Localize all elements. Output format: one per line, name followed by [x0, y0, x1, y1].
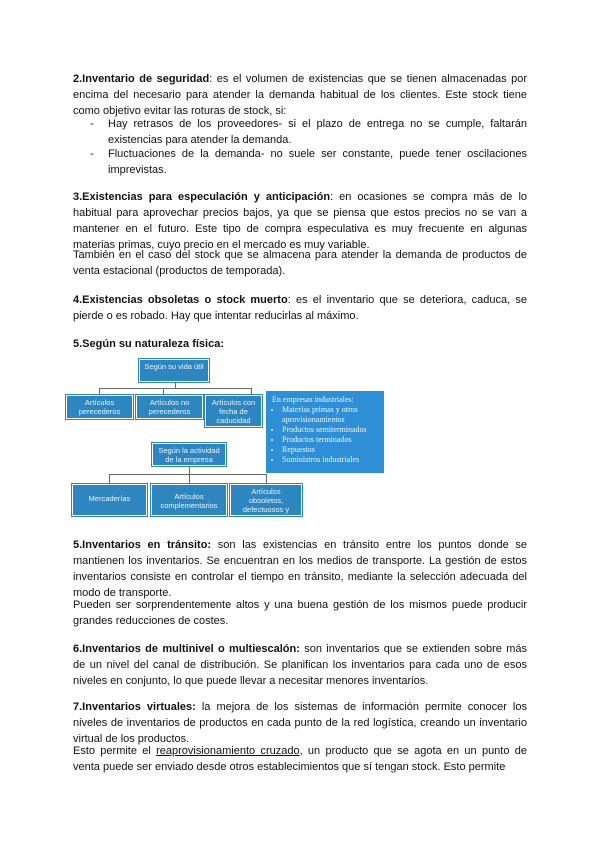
diagram-box-mercaderias: Mercaderías — [72, 484, 147, 516]
infobox-list — [272, 405, 378, 465]
diagram-box-actividad-empresa: Según la actividad de la empresa — [152, 443, 226, 466]
section-3-paragraph — [73, 189, 527, 253]
bullet-text: Hay retrasos de los proveedores- si el plazo de entrega no se cumple, faltarán existencias para atender la demanda. — [108, 118, 527, 146]
infobox-list-item: • Productos semiterminados — [282, 425, 378, 435]
section-4-paragraph — [73, 292, 527, 324]
section-7-text2-pre: Esto permite el — [73, 745, 157, 757]
industrial-companies-infobox — [266, 391, 384, 473]
section-7-text2-post: , un producto que se agota en un punto de venta puede ser enviado desde otros establecimientos que sí tengan stock. Esto permite — [73, 745, 527, 773]
section-4-text: : es el inventario que se deteriora, caduca, se pierde o es robado. Hay que intentar reducirlas al máximo. — [73, 294, 527, 322]
bullet-item — [73, 146, 527, 178]
section-7-heading: 7.Inventarios virtuales: — [73, 701, 196, 713]
diagram-box-vida-util: Según su vida útil — [139, 359, 209, 382]
connector-line — [99, 388, 100, 395]
connector-line — [251, 388, 252, 395]
infobox-list-item: • Productos terminados — [282, 435, 378, 445]
section-6-paragraph — [73, 641, 527, 689]
connector-line — [109, 474, 110, 484]
diagram-box-complementarios: Artículos complementarios — [151, 484, 227, 516]
connector-line — [189, 466, 190, 474]
section-6-heading: 6.Inventarios de multinivel o multiescalón: — [73, 643, 300, 655]
section-2-heading: 2.Inventario de seguridad — [73, 73, 210, 85]
section-7-text: la mejora de los sistemas de información permite conocer los niveles de inventarios de productos en cada punto de la red logística, creando un inventario virtual de los productos. — [73, 701, 527, 745]
bullet-text: Fluctuaciones de la demanda- no suele ser constante, puede tener oscilaciones imprevistas. — [108, 148, 527, 176]
section-2-text: : es el volumen de existencias que se tienen almacenadas por encima del necesario para atender la demanda habitual de los clientes. Este stock tiene como objetivo evitar las roturas de stock, si: — [73, 73, 527, 117]
section-3-paragraph-2: También en el caso del stock que se almacena para atender la demanda de productos de venta estacional (productos de temporada). — [73, 249, 527, 277]
connector-line — [189, 474, 190, 484]
section-3-text: : en ocasiones se compra más de lo habitual para aprovechar precios bajos, ya que se piensa que estos precios no se van a mantener en el futuro. Este tipo de compra especulativa es muy frecuente en algunas materias primas, cuyo precio en el mercado es muy variable. — [73, 191, 528, 251]
section-7-paragraph — [73, 699, 527, 747]
section-5b-paragraph-2: Pueden ser sorprendentemente altos y una buena gestión de los mismos puede producir grandes reducciones de costes. — [73, 599, 527, 627]
infobox-title: En empresas industriales: — [272, 395, 354, 404]
connector-line — [163, 388, 164, 395]
infobox-list-item: • Suministros industriales — [282, 455, 378, 465]
section-5b-heading: 5.Inventarios en tránsito: — [73, 539, 212, 551]
infobox-list-item: • Materias primas y otros aprovisionamientos — [282, 405, 378, 425]
connector-line — [99, 388, 251, 389]
section-5b-text: son las existencias en tránsito entre los puntos donde se mantienen los inventarios. Se encuentran en los medios de transporte. La gestión de estos inventarios consiste en controlar el tiempo en tránsito, mediante la selección adecuada del modo de transporte. — [73, 539, 528, 599]
section-5b-paragraph — [73, 537, 527, 601]
section-2-paragraph — [73, 71, 527, 119]
section-4-heading: 4.Existencias obsoletas o stock muerto — [73, 294, 288, 306]
cross-replenishment-link[interactable]: reaprovisionamiento cruzado — [156, 745, 300, 757]
section-6-text: son inventarios que se extienden sobre más de un nivel del canal de distribución. Se planifican los inventarios para cada uno de esos niveles en conjunto, lo que puede llevar a necesitar menores inventarios. — [73, 643, 527, 687]
section-5-heading-paragraph — [73, 336, 527, 352]
bullet-dash: - — [90, 118, 94, 130]
bullet-item — [73, 116, 527, 148]
diagram-box-obsoletos: Artículos obsoletos, defectuosos y deteriorados — [230, 484, 302, 516]
infobox-list-item: • Repuestos — [282, 445, 378, 455]
section-5-heading: 5.Según su naturaleza física: — [73, 338, 224, 350]
diagram-box-fecha-caducidad: Artículos con fecha de caducidad — [205, 395, 262, 427]
diagram-box-perecederos: Artículos perecederos — [66, 395, 133, 419]
bullet-dash: - — [90, 148, 94, 160]
connector-line — [266, 474, 267, 484]
connector-line — [109, 474, 267, 475]
diagram-box-no-perecederos: Artículos no perecederos — [136, 395, 203, 419]
section-7-paragraph-2 — [73, 743, 527, 775]
section-3-heading: 3.Existencias para especulación y anticipación — [73, 191, 331, 203]
